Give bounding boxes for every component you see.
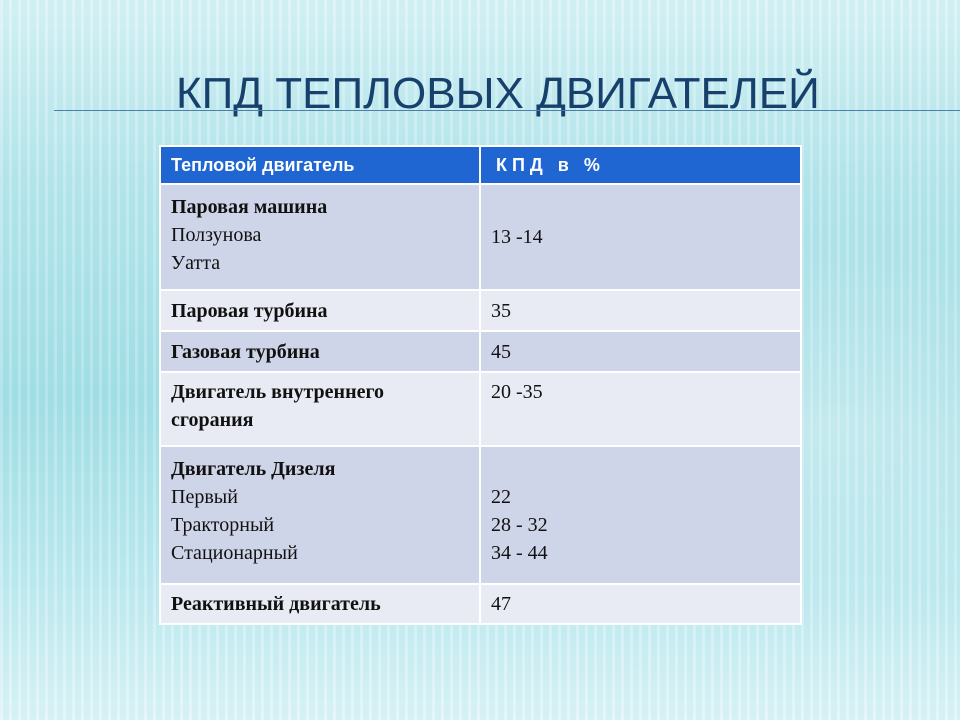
header-efficiency: К П Д в % bbox=[480, 146, 801, 184]
engine-variant: Ползунова bbox=[171, 224, 262, 246]
engine-variant: Первый bbox=[171, 486, 238, 508]
table-row bbox=[160, 372, 801, 446]
efficiency-value: 22 bbox=[491, 486, 511, 508]
engine-variant: Стационарный bbox=[171, 542, 298, 564]
table-header-row bbox=[160, 146, 801, 184]
efficiency-value: 34 - 44 bbox=[491, 542, 548, 564]
engine-cell bbox=[160, 446, 480, 584]
slide-title-part2: ТЕПЛОВЫХ ДВИГАТЕЛЕЙ bbox=[275, 69, 820, 118]
efficiency-value: 28 - 32 bbox=[491, 514, 548, 536]
efficiency-cell bbox=[480, 446, 801, 584]
efficiency-value: 13 -14 bbox=[491, 226, 543, 248]
efficiency-value: 35 bbox=[480, 290, 801, 331]
engine-name: Двигатель внутреннего сгорания bbox=[160, 372, 480, 446]
engine-name: Реактивный двигатель bbox=[160, 584, 480, 624]
efficiency-value: 47 bbox=[480, 584, 801, 624]
title-underline bbox=[54, 110, 960, 111]
engine-name: Паровая турбина bbox=[160, 290, 480, 331]
engine-variant: Тракторный bbox=[171, 514, 275, 536]
header-engine: Тепловой двигатель bbox=[160, 146, 480, 184]
efficiency-value: 45 bbox=[480, 331, 801, 372]
title-area bbox=[0, 60, 960, 120]
engine-name: Газовая турбина bbox=[160, 331, 480, 372]
engine-name: Двигатель Дизеля bbox=[171, 458, 336, 480]
efficiency-table bbox=[159, 145, 802, 625]
efficiency-value: 20 -35 bbox=[480, 372, 801, 446]
table-row bbox=[160, 331, 801, 372]
slide-title-part1: КПД bbox=[176, 69, 276, 118]
table-row bbox=[160, 584, 801, 624]
table-row bbox=[160, 446, 801, 584]
efficiency-cell bbox=[480, 184, 801, 290]
table-row bbox=[160, 184, 801, 290]
table-row bbox=[160, 290, 801, 331]
engine-name: Паровая машина bbox=[171, 196, 328, 218]
engine-variant: Уатта bbox=[171, 252, 221, 274]
engine-cell bbox=[160, 184, 480, 290]
